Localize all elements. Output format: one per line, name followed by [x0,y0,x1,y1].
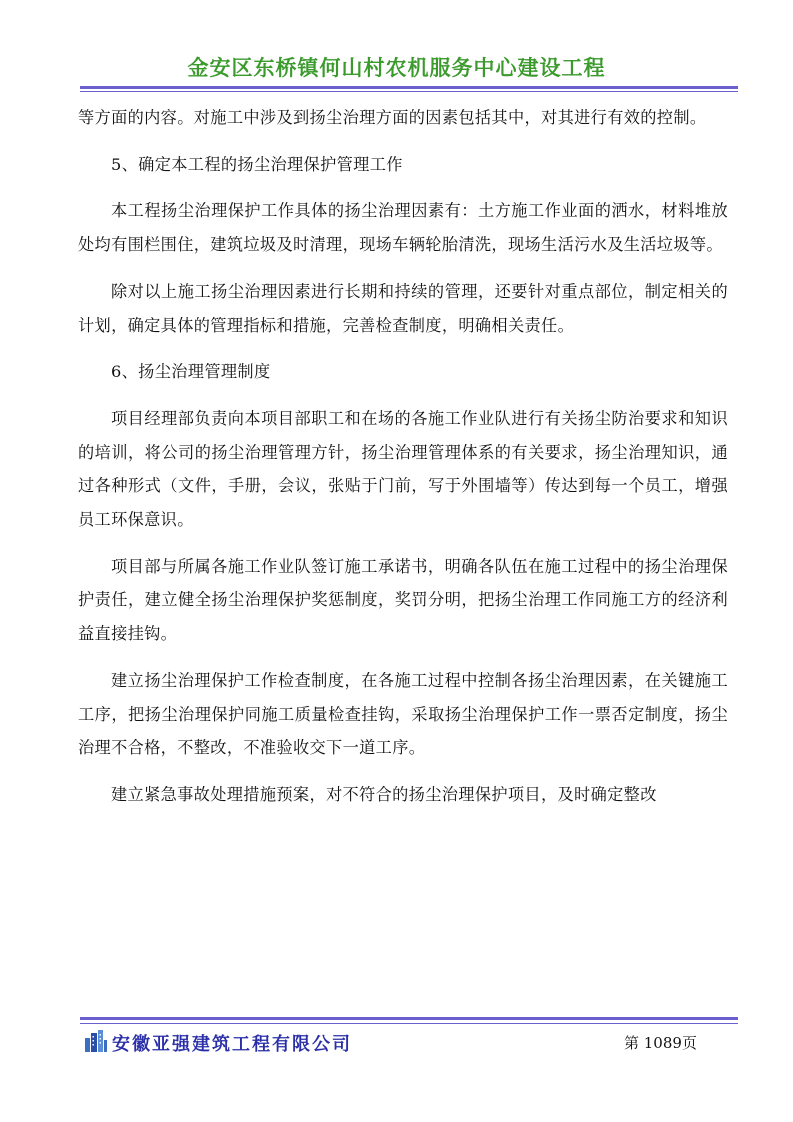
paragraph-1: 等方面的内容。对施工中涉及到扬尘治理方面的因素包括其中，对其进行有效的控制。 [78,108,707,127]
paragraph-7: 项目部与所属各施工作业队签订施工承诺书，明确各队伍在施工过程中的扬尘治理保护责任，建立健全扬尘治理保护奖惩制度，奖罚分明，把扬尘治理工作同施工方的经济利益直接挂钩。 [78,556,728,644]
header-rule-thin [80,91,738,92]
page-number: 第 1089页 [624,1034,697,1052]
section-heading-6: 6、扬尘治理管理制度 [111,362,271,382]
paragraph-9: 建立紧急事故处理措施预案，对不符合的扬尘治理保护项目，及时确定整改 [111,784,657,804]
footer-company-name: 安徽亚强建筑工程有限公司 [112,1034,352,1055]
building-logo-icon [84,1030,108,1052]
footer-rule-thin [80,1023,738,1024]
footer-rule-thick [80,1017,738,1020]
paragraph-6: 项目经理部负责向本项目部职工和在场的各施工作业队进行有关扬尘防治要求和知识的培训，将公司的扬尘治理管理方针，扬尘治理管理体系的有关要求，扬尘治理知识，通过各种形式（文件，手册，会议，张贴于门前，写于外围墙等）传达到每一个员工，增强员工环保意识。 [78,408,728,530]
paragraph-3: 本工程扬尘治理保护工作具体的扬尘治理因素有：土方施工作业面的洒水，材料堆放处均有围栏围住，建筑垃圾及时清理，现场车辆轮胎清洗，现场生活污水及生活垃圾等。 [78,201,728,255]
paragraph-4: 除对以上施工扬尘治理因素进行长期和持续的管理，还要针对重点部位，制定相关的计划，确定具体的管理指标和措施，完善检查制度，明确相关责任。 [78,281,728,335]
document-body [78,101,728,825]
header-title: 金安区东桥镇何山村农机服务中心建设工程 [187,56,606,80]
header-rule-thick [80,86,738,89]
paragraph-8: 建立扬尘治理保护工作检查制度，在各施工过程中控制各扬尘治理因素，在关键施工工序，把扬尘治理保护同施工质量检查挂钩，采取扬尘治理保护工作一票否定制度，扬尘治理不合格，不整改，不准验收交下一道工序。 [78,670,728,758]
section-heading-5: 5、确定本工程的扬尘治理保护管理工作 [111,154,403,174]
